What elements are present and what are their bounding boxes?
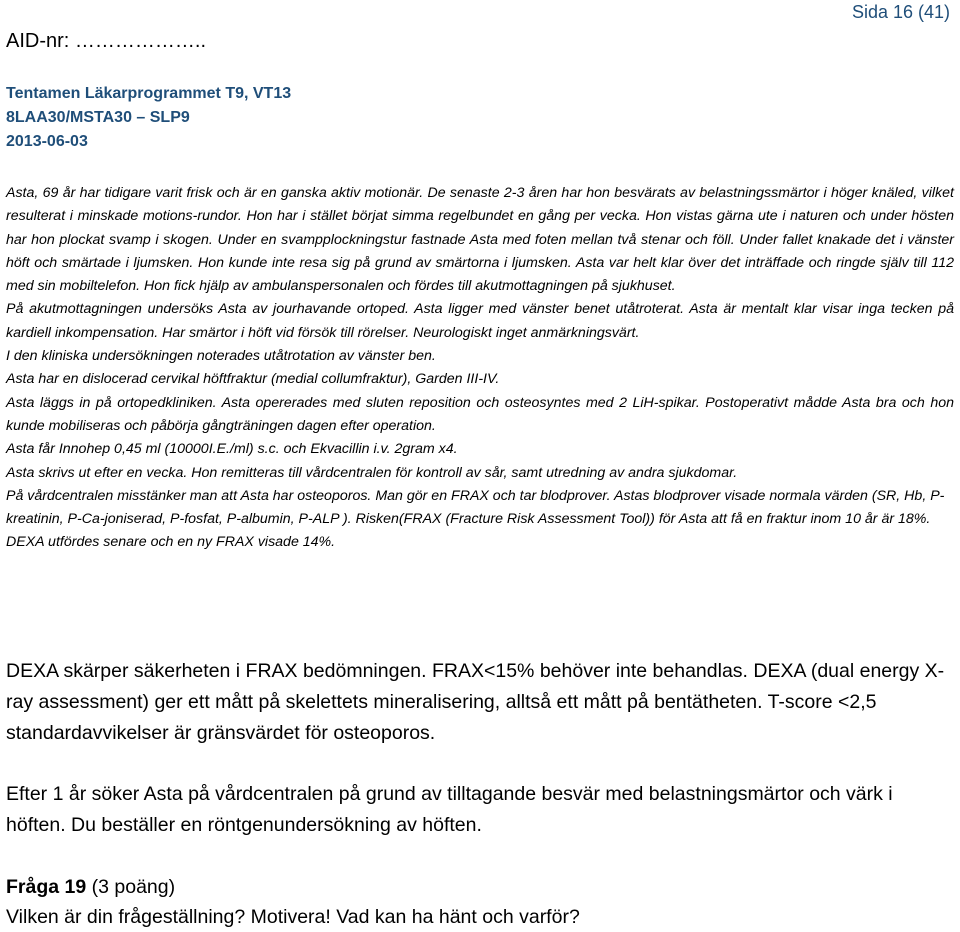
case-paragraph: Asta får Innohep 0,45 ml (10000I.E./ml) s.c. och Ekvacillin i.v. 2gram x4.: [6, 441, 458, 458]
case-paragraph: På vårdcentralen misstänker man att Asta har osteoporos. Man gör en FRAX och tar blodprover. Astas blodprover visade normala värden (SR, Hb, P-kreatinin, P-Ca-joniserad, P-fosfat, P-albumin, P-ALP ). Risken(FRAX (Fracture Risk Assessment Tool)) för Asta att få en fraktur inom 10 år är 18%. DEXA utfördes senare och en ny FRAX visade 14%.: [6, 487, 945, 551]
case-paragraph: Asta har en dislocerad cervikal höftfraktur (medial collumfraktur), Garden III-IV.: [6, 371, 500, 388]
followup-text: Efter 1 år söker Asta på vårdcentralen på grund av tilltagande besvär med belastningsmärtor och värk i höften. Du beställer en röntgenundersökning av höften.: [6, 783, 893, 836]
question-title: Fråga 19: [6, 876, 87, 898]
case-paragraph: På akutmottagningen undersöks Asta av jourhavande ortoped. Asta ligger med vänster benet utåtroterat. Asta är mentalt klar visar inga tecken på kardiell inkompensation. Har smärtor i höft vid försök till rörelser. Neurologiskt inget anmärkningsvärt.: [6, 301, 954, 341]
exam-header: [6, 82, 291, 154]
course-code: 8LAA30/MSTA30 – SLP9: [6, 109, 190, 126]
question-points: (3 poäng): [86, 876, 176, 898]
dexa-note: [6, 656, 954, 749]
dexa-note-text: DEXA skärper säkerheten i FRAX bedömningen. FRAX<15% behöver inte behandlas. DEXA (dual energy X-ray assessment) ger ett mått på skelettets mineralisering, alltså ett mått på bentätheten. T-score <2,5 standardavvikelser är gränsvärdet för osteoporos.: [6, 660, 945, 744]
case-paragraph: Asta, 69 år har tidigare varit frisk och är en ganska aktiv motionär. De senaste 2-3 åren har hon besvärats av belastningssmärtor i höger knäled, vilket resulterat i minskade motions-rundor. Hon har i stället börjat simma regelbundet en gång per vecka. Hon vistas gärna ute i naturen och under hösten har hon plockat svamp i skogen. Under en svampplockningstur fastnade Asta med foten mellan två stenar och föll. Under fallet knakade det i vänster höft och smärtade i ljumsken. Hon kunde inte resa sig på grund av smärtorna i ljumsken. Asta var helt klar över det inträffade och ringde själv till 112 med sin mobiltelefon. Hon fick hjälp av ambulanspersonalen och fördes till akutmottagningen på sjukhuset.: [6, 185, 954, 295]
page-number: Sida 16 (41): [851, 2, 950, 22]
case-paragraph: Asta skrivs ut efter en vecka. Hon remitteras till vårdcentralen för kontroll av sår, samt utredning av andra sjukdomar.: [6, 464, 738, 481]
question-block: [6, 872, 954, 932]
case-paragraph: I den kliniska undersökningen noterades utåtrotation av vänster ben.: [6, 348, 436, 365]
question-text: Vilken är din frågeställning? Motivera! Vad kan ha hänt och varför?: [6, 906, 580, 928]
case-description: [6, 182, 954, 555]
case-paragraph: Asta läggs in på ortopedkliniken. Asta opererades med sluten reposition och osteosyntes med 2 LiH-spikar. Postoperativt mådde Asta bra och hon kunde mobiliseras och påbörja gångträningen dagen efter operation.: [6, 394, 954, 434]
exam-date: 2013-06-03: [6, 133, 88, 150]
aid-number: AID-nr: ………………..: [6, 30, 207, 52]
exam-title: Tentamen Läkarprogrammet T9, VT13: [6, 85, 292, 102]
